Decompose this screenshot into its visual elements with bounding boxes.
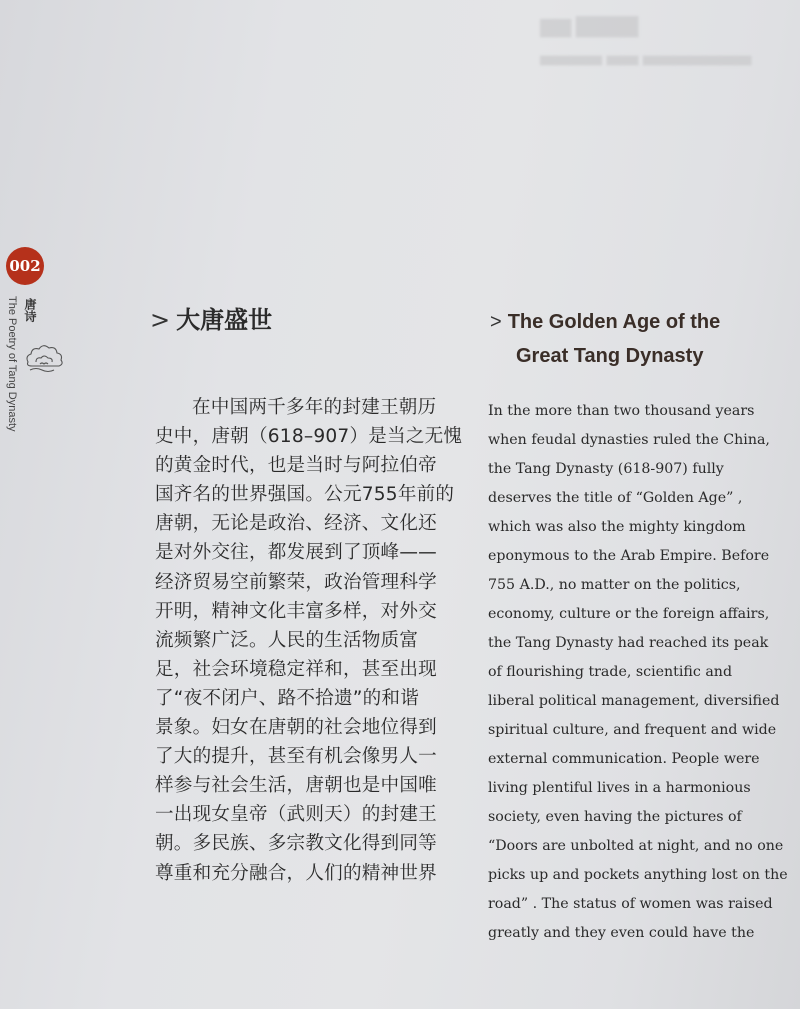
- chevron-icon: >: [150, 306, 171, 334]
- text-line: which was also the mighty kingdom: [488, 519, 746, 535]
- text-line: “Doors are unbolted at night, and no one: [488, 838, 784, 854]
- text-line: 足，社会环境稳定祥和，甚至出现: [155, 658, 437, 680]
- text-line: spiritual culture, and frequent and wide: [488, 722, 777, 738]
- text-line: the Tang Dynasty had reached its peak: [488, 635, 769, 651]
- text-line: living plentiful lives in a harmonious: [488, 780, 751, 796]
- text-line: 开明，精神文化丰富多样，对外交: [155, 600, 437, 622]
- text-line: picks up and pockets anything lost on the: [488, 867, 788, 883]
- body-text-en: [488, 397, 788, 948]
- text-line: society, even having the pictures of: [488, 809, 742, 825]
- text-line: 尊重和充分融合，人们的精神世界: [155, 862, 437, 884]
- text-line: of flourishing trade, scientific and: [488, 664, 733, 680]
- section-heading-en: [490, 305, 790, 373]
- text-line: 样参与社会生活，唐朝也是中国唯: [155, 775, 437, 797]
- heading-en-line2: Great Tang Dynasty: [516, 345, 704, 367]
- text-line: 景象。妇女在唐朝的社会地位得到: [155, 717, 437, 739]
- text-line: 经济贸易空前繁荣，政治管理科学: [155, 571, 437, 593]
- text-line: the Tang Dynasty (618-907) fully: [488, 461, 724, 477]
- spine-title-en: The Poetry of Tang Dynasty: [6, 296, 18, 432]
- body-text-cn: [155, 393, 463, 888]
- text-line: external communication. People were: [488, 751, 760, 767]
- section-heading-cn: [150, 300, 272, 335]
- text-line: 了“夜不闭户、路不拾遗”的和谐: [155, 687, 419, 709]
- text-line: greatly and they even could have the: [488, 925, 755, 941]
- text-line: 史中，唐朝（618–907）是当之无愧: [155, 426, 463, 448]
- text-line: road” . The status of women was raised: [488, 896, 773, 912]
- spine-title-cn: 唐诗: [23, 298, 37, 322]
- page-number-badge: [6, 247, 44, 285]
- text-line: 的黄金时代，也是当时与阿拉伯帝: [155, 455, 437, 477]
- heading-cn-text: 大唐盛世: [176, 306, 273, 334]
- text-line: 在中国两千多年的封建王朝历: [192, 397, 437, 418]
- cloud-ornament-icon: [24, 340, 66, 374]
- text-line: 一出现女皇帝（武则天）的封建王: [155, 804, 437, 826]
- text-line: 了大的提升，甚至有机会像男人一: [155, 746, 437, 768]
- text-line: 朝。多民族、多宗教文化得到同等: [155, 833, 437, 855]
- chevron-icon: >: [490, 311, 502, 333]
- text-line: In the more than two thousand years: [488, 403, 755, 419]
- text-line: 是对外交往，都发展到了顶峰——: [155, 542, 437, 564]
- page-number: 002: [9, 257, 41, 275]
- text-line: eponymous to the Arab Empire. Before: [488, 548, 770, 564]
- heading-en-line1: The Golden Age of the: [507, 311, 721, 333]
- text-line: when feudal dynasties ruled the China,: [488, 432, 770, 448]
- text-line: economy, culture or the foreign affairs,: [488, 606, 770, 622]
- text-line: 国齐名的世界强国。公元755年前的: [155, 484, 455, 506]
- text-line: deserves the title of “Golden Age” ,: [488, 490, 743, 506]
- text-line: liberal political management, diversified: [488, 693, 780, 709]
- text-line: 流频繁广泛。人民的生活物质富: [155, 629, 419, 651]
- text-line: 755 A.D., no matter on the politics,: [488, 577, 741, 593]
- text-line: 唐朝，无论是政治、经济、文化还: [155, 513, 437, 535]
- bleed-through-text: ▆▆ ▇▇▇▇ ▃▃▃▃ ▃▃ ▃▃▃▃▃▃▃: [540, 15, 752, 65]
